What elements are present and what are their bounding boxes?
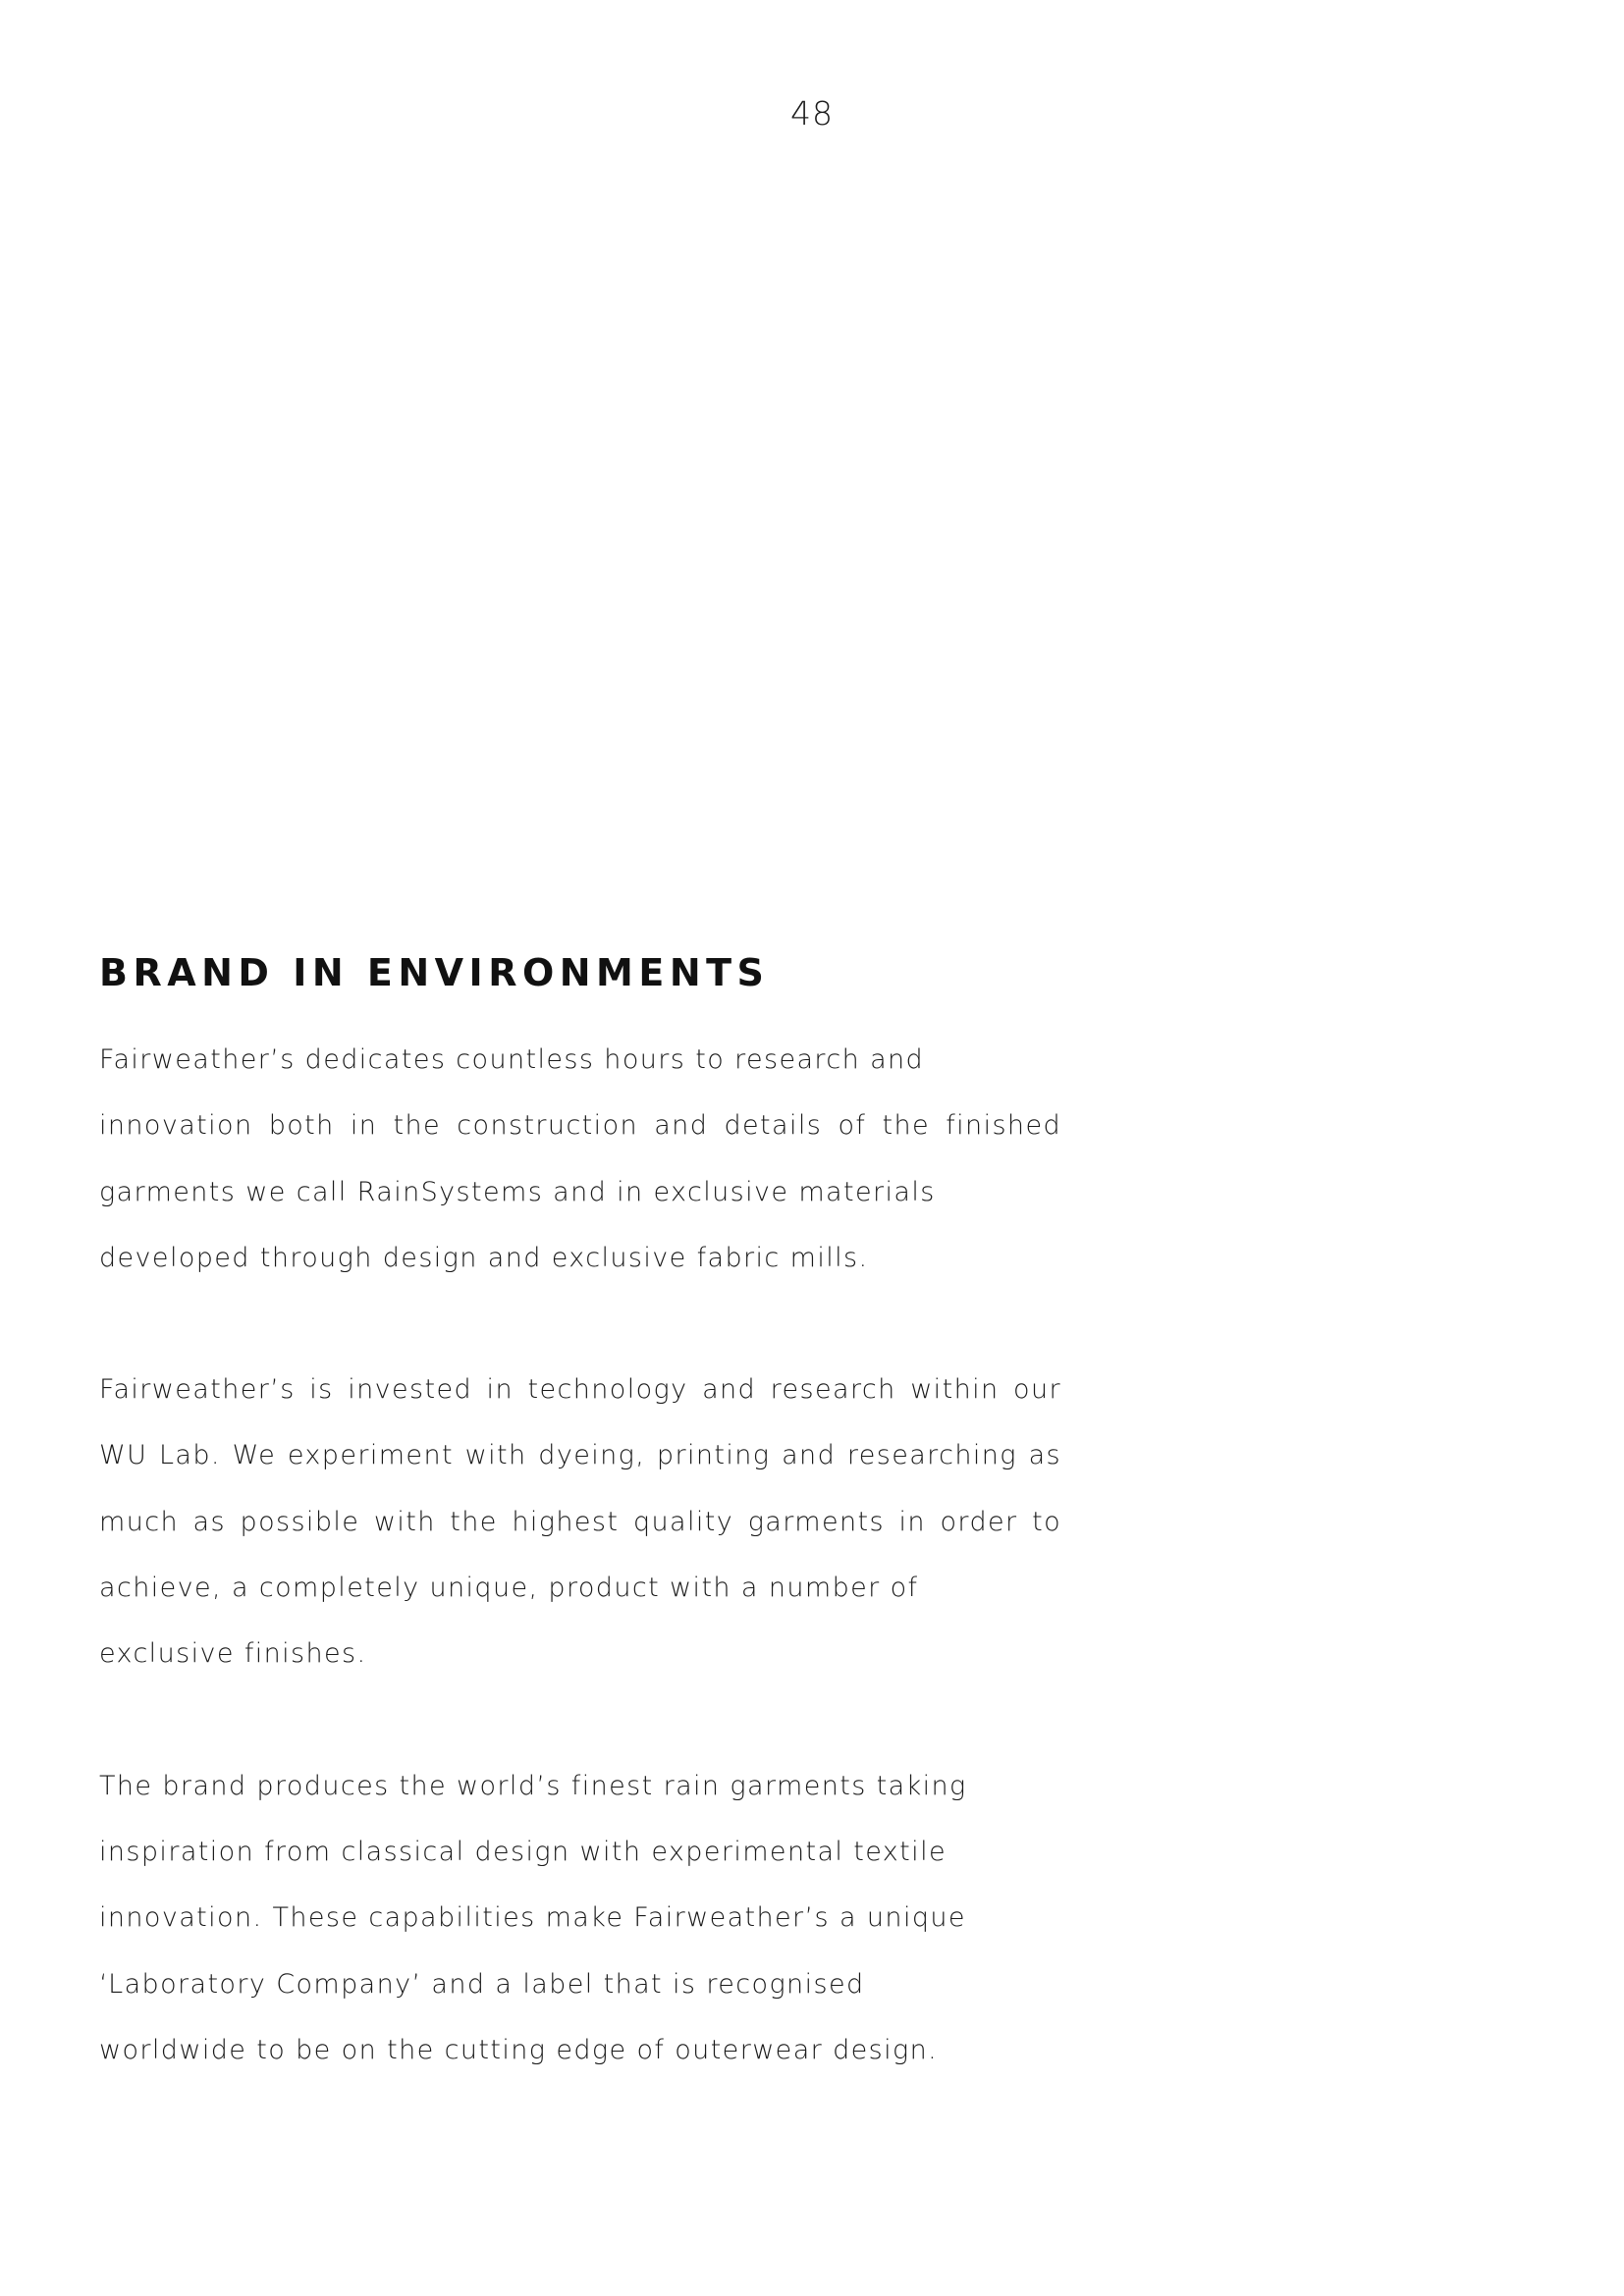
text-line: innovation both in the construction and details of the finished <box>99 1110 1061 1142</box>
text-line: much as possible with the highest quality garments in order to <box>99 1506 1061 1537</box>
brand-in-environments-section <box>99 950 1061 2149</box>
text-line: garments we call RainSystems and in exclusive materials <box>99 1176 936 1207</box>
text-line: exclusive finishes. <box>99 1638 367 1670</box>
text-line: developed through design and exclusive fabric mills. <box>99 1242 869 1273</box>
text-line: innovation. These capabilities make Fairweather’s a unique <box>99 1902 966 1934</box>
paragraph-research <box>99 1027 1061 1291</box>
text-line: Fairweather’s dedicates countless hours to research and <box>99 1044 925 1075</box>
text-line: The brand produces the world’s finest rain garments taking <box>99 1770 967 1801</box>
paragraph-brand <box>99 1753 1061 2083</box>
text-line: ‘Laboratory Company’ and a label that is recognised <box>99 1968 865 2000</box>
text-line: worldwide to be on the cutting edge of outerwear design. <box>99 2034 939 2065</box>
section-body <box>99 1027 1061 2083</box>
paragraph-wu-lab <box>99 1357 1061 1686</box>
text-line: Fairweather’s is invested in technology and research within our <box>99 1374 1061 1406</box>
text-line: WU Lab. We experiment with dyeing, printing and researching as <box>99 1440 1061 1471</box>
page-number: 48 <box>790 94 834 133</box>
text-line: inspiration from classical design with experimental textile <box>99 1836 947 1867</box>
text-line: achieve, a completely unique, product with a number of <box>99 1573 919 1604</box>
section-heading: BRAND IN ENVIRONMENTS <box>99 951 770 994</box>
